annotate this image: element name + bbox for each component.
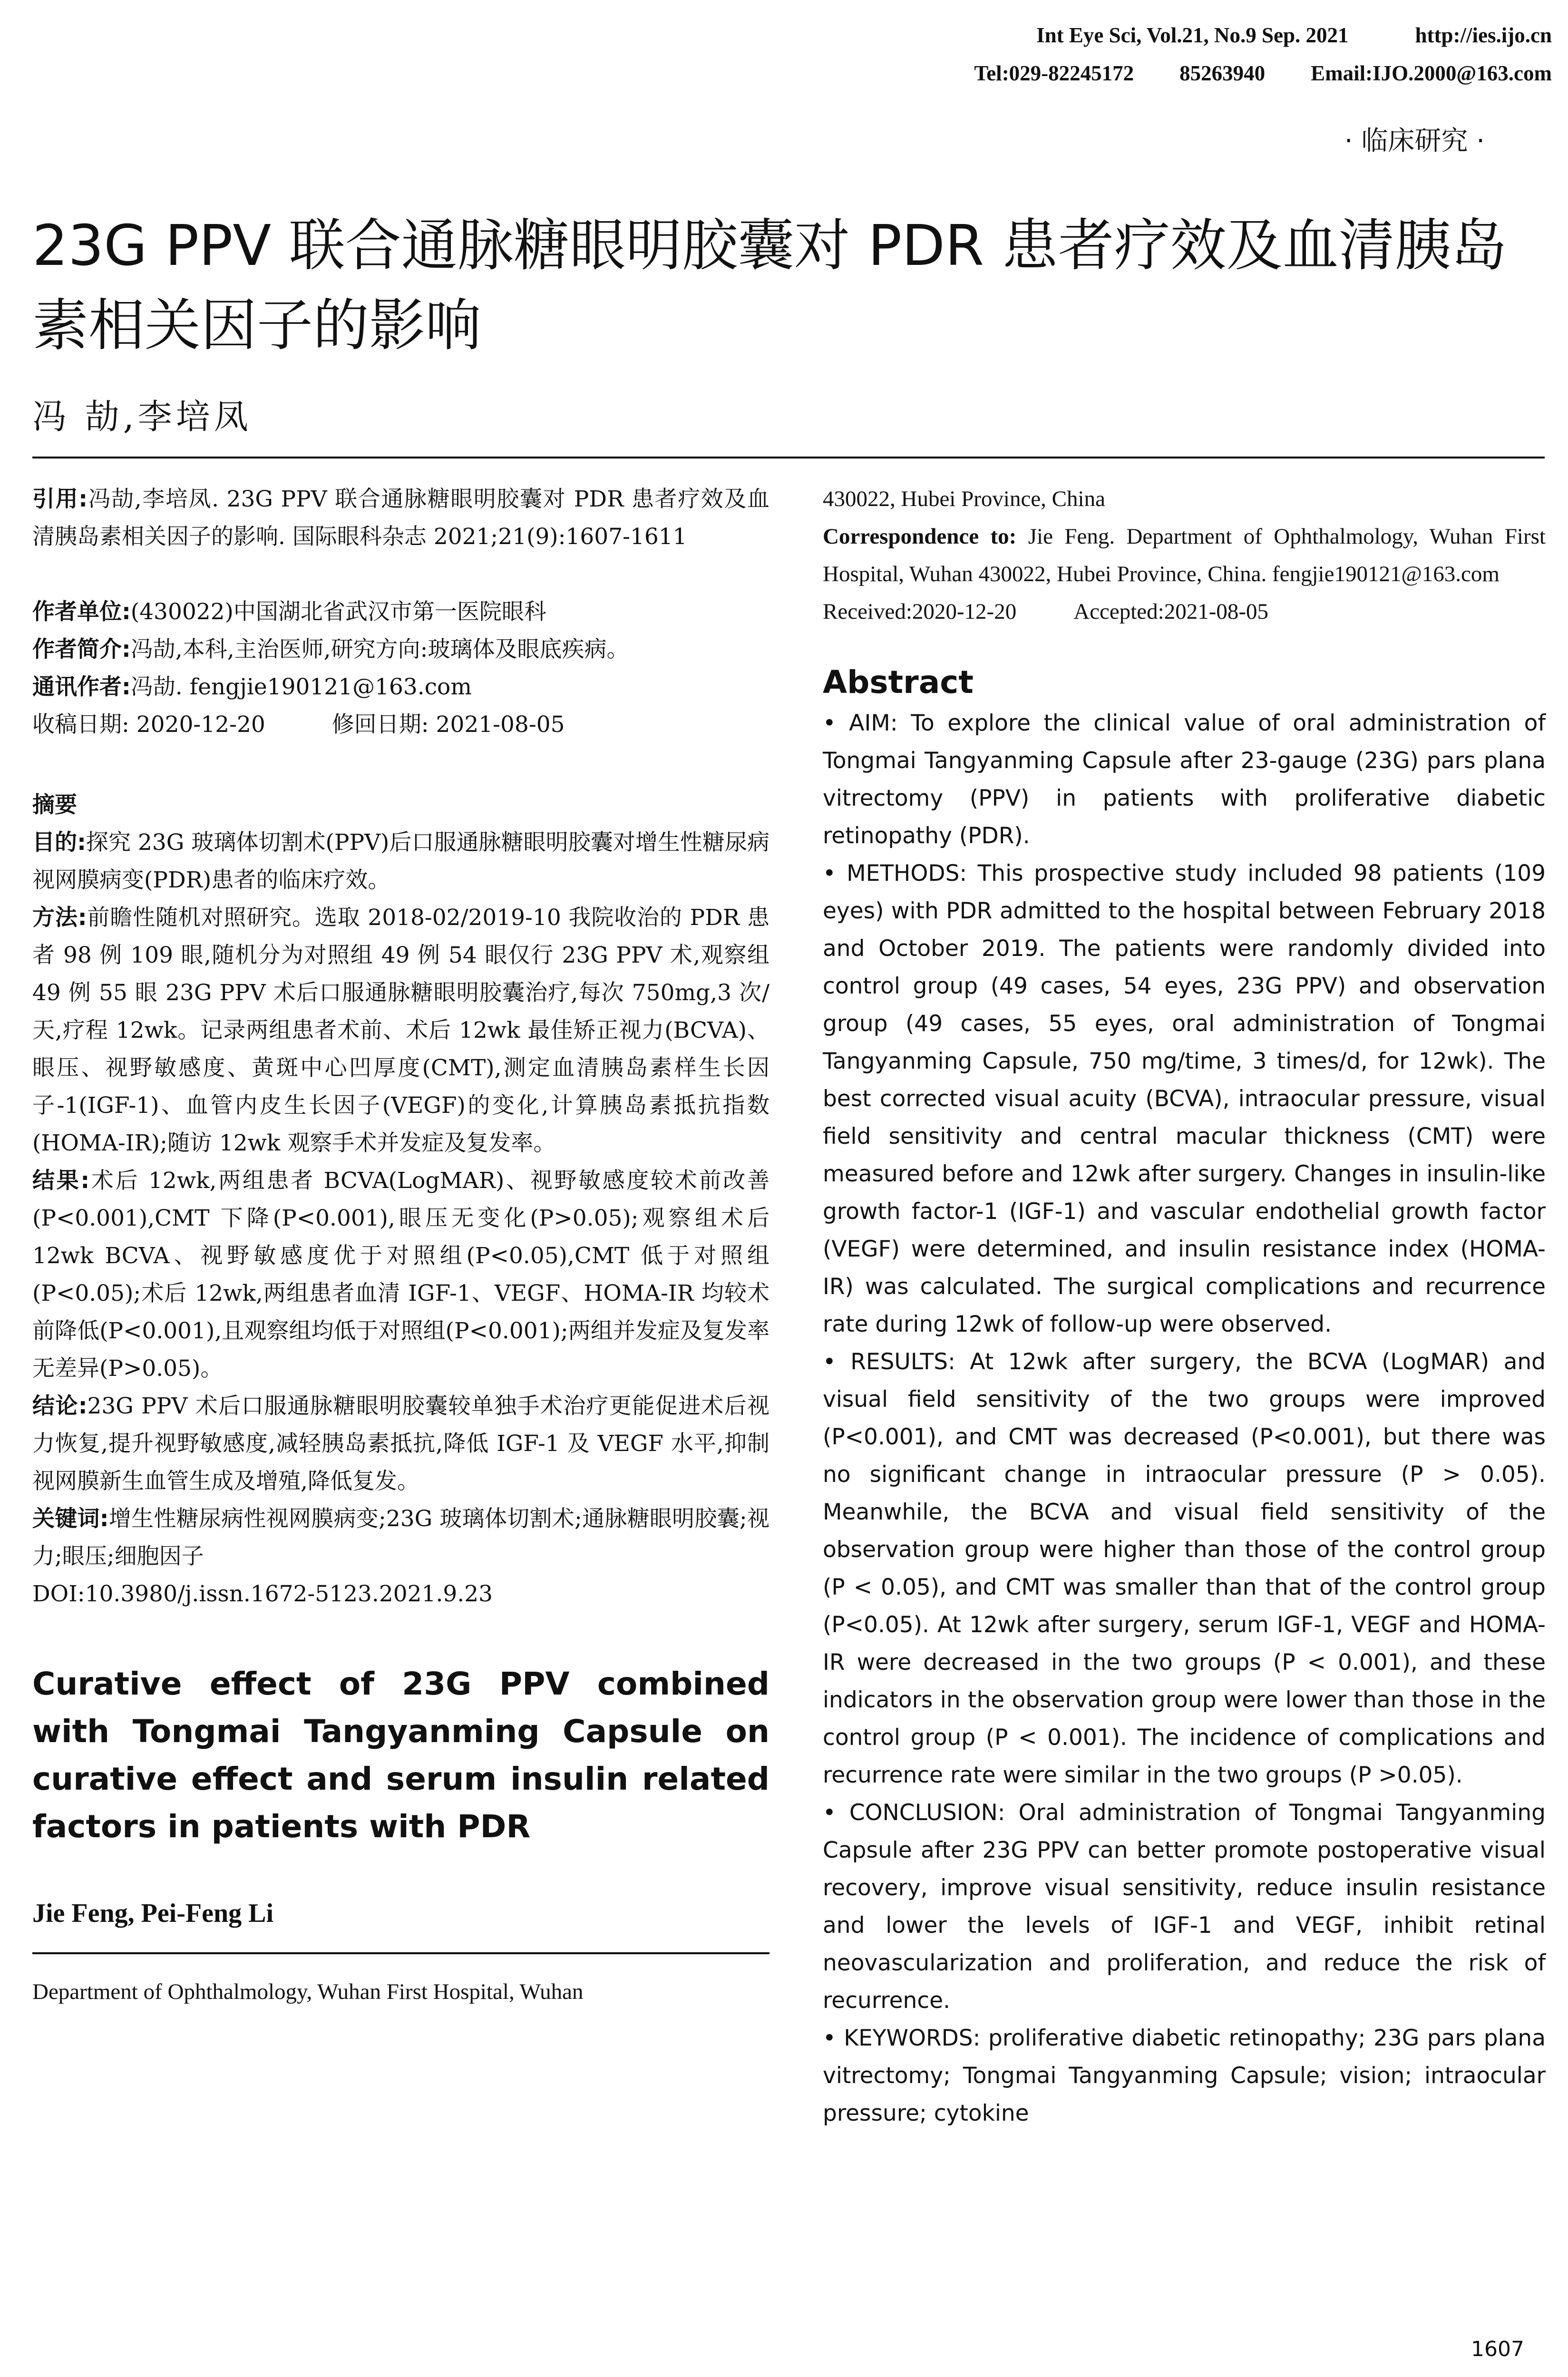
abstract-heading-en: Abstract	[823, 664, 974, 701]
journal-email: Email:IJO.2000@163.com	[1311, 61, 1552, 85]
keywords-en: • KEYWORDS: proliferative diabetic retinopathy; 23G pars plana vitrectomy; Tongmai Tangyanming Capsule; vision; intraocular pressure; cytokine	[823, 2025, 1546, 2126]
running-header-line1	[1036, 23, 1552, 48]
section-label: · 临床研究 ·	[1344, 126, 1485, 156]
journal-url: http://ies.ijo.cn	[1415, 23, 1552, 47]
author-affiliation: 作者单位:(430022)中国湖北省武汉市第一医院眼科	[32, 599, 546, 625]
doi: DOI:10.3980/j.issn.1672-5123.2021.9.23	[32, 1581, 493, 1607]
abstract-aim-cn: 目的:探究 23G 玻璃体切割术(PPV)后口服通脉糖眼明胶囊对增生性糖尿病视网膜病变(PDR)患者的临床疗效。	[32, 829, 770, 893]
abstract-methods-cn: 方法:前瞻性随机对照研究。选取 2018-02/2019-10 我院收治的 PDR 患者 98 例 109 眼,随机分为对照组 49 例 54 眼仅行 23G PPV 术,观察组 49 例 55 眼 23G PPV 术后口服通脉糖眼明胶囊治疗,每次 750mg,3 次/天,疗程 12wk。记录两组患者术前、术后 12wk 最佳矫正视力(BCVA)、眼压、视野敏感度、黄斑中心凹厚度(CMT),测定血清胰岛素样生长因子-1(IGF-1)、血管内皮生长因子(VEGF)的变化,计算胰岛素抵抗指数(HOMA-IR);随访 12wk 观察手术并发症及复发率。	[32, 905, 770, 1156]
journal-tel2: 85263940	[1179, 61, 1266, 85]
dates-cn: 收稿日期: 2020-12-20 修回日期: 2021-08-05	[32, 711, 565, 738]
left-column	[32, 480, 769, 2011]
affiliation-en-cont: 430022, Hubei Province, China	[823, 487, 1105, 511]
authors-en: Jie Feng, Pei-Feng Li	[32, 1899, 274, 1928]
page-number: 1607	[1471, 2337, 1524, 2361]
abstract-results-cn: 结果:术后 12wk,两组患者 BCVA(LogMAR)、视野敏感度较术前改善(P<0.001),CMT 下降(P<0.001),眼压无变化(P>0.05);观察组术后 12wk BCVA、视野敏感度优于对照组(P<0.05),CMT 低于对照组(P<0.05);术后 12wk,两组患者血清 IGF-1、VEGF、HOMA-IR 均较术前降低(P<0.001),且观察组均低于对照组(P<0.001);两组并发症及复发率无差异(P>0.05)。	[32, 1168, 770, 1382]
right-column	[823, 480, 1546, 2132]
abstract-heading-cn: 摘要	[32, 792, 77, 818]
abstract-conclusion-cn: 结论:23G PPV 术后口服通脉糖眼明胶囊较单独手术治疗更能促进术后视力恢复,提升视野敏感度,减轻胰岛素抵抗,降低 IGF-1 及 VEGF 水平,抑制视网膜新生血管生成及增殖,降低复发。	[32, 1393, 770, 1494]
corresponding-author: 通讯作者:冯劼. fengjie190121@163.com	[32, 674, 472, 700]
article-title-cn: 23G PPV 联合通脉糖眼明胶囊对 PDR 患者疗效及血清胰岛素相关因子的影响	[32, 213, 1507, 358]
header-rule	[32, 457, 1545, 458]
authors-cn: 冯 劼,李培凤	[32, 397, 252, 437]
dates-en: Received:2020-12-20 Accepted:2021-08-05	[823, 599, 1269, 624]
affiliation-en: Department of Ophthalmology, Wuhan First Hospital, Wuhan	[32, 1979, 584, 2004]
running-header-line2	[974, 61, 1552, 86]
citation: 引用:冯劼,李培凤. 23G PPV 联合通脉糖眼明胶囊对 PDR 患者疗效及血清胰岛素相关因子的影响. 国际眼科杂志 2021;21(9):1607-1611	[32, 486, 769, 550]
abstract-aim-en: • AIM: To explore the clinical value of oral administration of Tongmai Tangyanming Capsule after 23-gauge (23G) pars plana vitrectomy (PPV) in patients with proliferative diabetic retinopathy (PDR).	[823, 710, 1546, 849]
correspondence-en: Correspondence to: Jie Feng. Department of Ophthalmology, Wuhan First Hospital, Wuhan 430022, Hubei Province, China. fengjie190121@163.com	[823, 524, 1546, 586]
author-bio: 作者简介:冯劼,本科,主治医师,研究方向:玻璃体及眼底疾病。	[32, 636, 629, 662]
abstract-methods-en: • METHODS: This prospective study included 98 patients (109 eyes) with PDR admitted to the hospital between February 2018 and October 2019. The patients were randomly divided into control group (49 cases, 54 eyes, 23G PPV) and observation group (49 cases, 55 eyes, oral administration of Tongmai Tangyanming Capsule, 750 mg/time, 3 times/d, for 12wk). The best corrected visual acuity (BCVA), intraocular pressure, visual field sensitivity and central macular thickness (CMT) were measured before and 12wk after surgery. Changes in insulin-like growth factor-1 (IGF-1) and vascular endothelial growth factor (VEGF) were determined, and insulin resistance index (HOMA-IR) was calculated. The surgical complications and recurrence rate during 12wk of follow-up were observed.	[823, 860, 1546, 1337]
keywords-cn: 关键词:增生性糖尿病性视网膜病变;23G 玻璃体切割术;通脉糖眼明胶囊;视力;眼压;细胞因子	[32, 1506, 770, 1569]
article-title-en: Curative effect of 23G PPV combined with Tongmai Tangyanming Capsule on curative effect and serum insulin related factors in patients with PDR	[32, 1666, 769, 1845]
journal-info: Int Eye Sci, Vol.21, No.9 Sep. 2021	[1036, 23, 1349, 47]
journal-tel: Tel:029-82245172	[974, 61, 1134, 85]
abstract-results-en: • RESULTS: At 12wk after surgery, the BCVA (LogMAR) and visual field sensitivity of the two groups were improved (P<0.001), and CMT was decreased (P<0.001), but there was no significant change in intraocular pressure (P > 0.05). Meanwhile, the BCVA and visual field sensitivity of the observation group were higher than those of the control group (P < 0.05), and CMT was smaller than that of the control group (P<0.05). At 12wk after surgery, serum IGF-1, VEGF and HOMA-IR were decreased in the two groups (P < 0.001), and these indicators in the observation group were lower than those in the control group (P < 0.001). The incidence of complications and recurrence rate were similar in the two groups (P >0.05).	[823, 1349, 1546, 1788]
abstract-conclusion-en: • CONCLUSION: Oral administration of Tongmai Tangyanming Capsule after 23G PPV can better promote postoperative visual recovery, improve visual sensitivity, reduce insulin resistance and lower the levels of IGF-1 and VEGF, inhibit retinal neovascularization and proliferation, and reduce the risk of recurrence.	[823, 1800, 1546, 2014]
